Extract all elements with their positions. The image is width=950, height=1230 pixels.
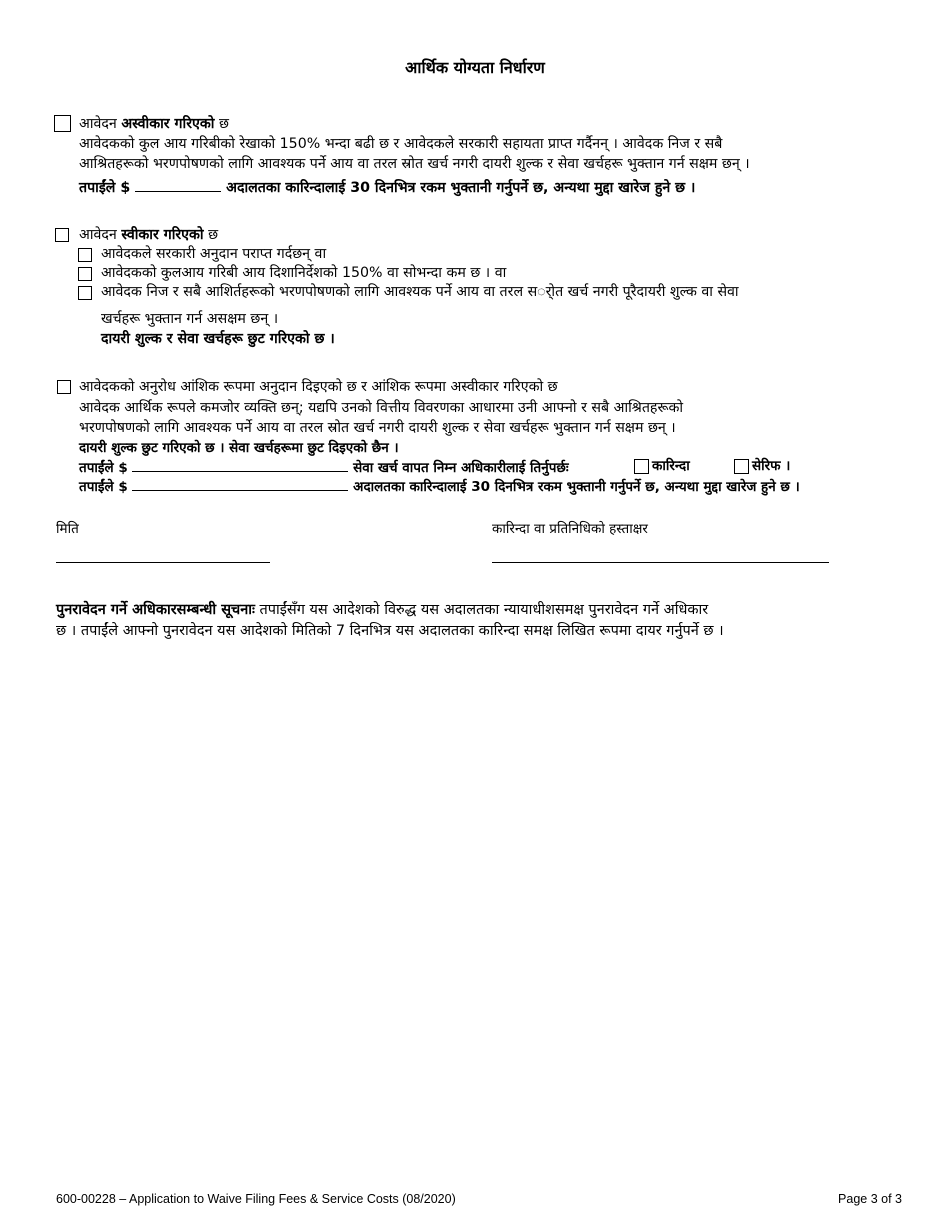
service-clerk-checkbox[interactable] — [634, 459, 649, 474]
denied-text-line1: आवेदकको कुल आय गरिबीको रेखाको 150% भन्दा बढी छ र आवेदकले सरकारी सहायता प्राप्त गर्दैनन् । आवेदक निज र सबै — [79, 136, 723, 152]
granted-option-1-label: आवेदकले सरकारी अनुदान पराप्त गर्दछन् वा — [101, 246, 327, 262]
service-sheriff-label: सेरिफ । — [752, 458, 791, 474]
date-line[interactable] — [56, 562, 270, 563]
granted-option-2-label: आवेदकको कुलआय गरिबी आय दिशानिर्देशको 150% वा सोभन्दा कम छ । वा — [101, 265, 507, 281]
partial-label: आवेदकको अनुरोध आंशिक रूपमा अनुदान दिइएको छ र आंशिक रूपमा अस्वीकार गरिएको छ — [79, 379, 558, 395]
partial-service-amount-field[interactable] — [132, 457, 348, 472]
date-label: मिति — [56, 521, 79, 537]
partial-conclusion: दायरी शुल्क छुट गरिएको छ । सेवा खर्चहरूमा छुट दिइएको छैन । — [79, 440, 399, 456]
partial-payment-line: तपाईंले $ अदालतका कारिन्दालाई 30 दिनभित्र रकम भुक्तानी गर्नुपर्ने छ, अन्यथा मुद्दा खारेज हुने छ । — [79, 476, 800, 497]
granted-conclusion: दायरी शुल्क र सेवा खर्चहरू छुट गरिएको छ । — [101, 331, 335, 347]
partial-pay-amount-field[interactable] — [132, 476, 348, 491]
partial-text-line2: भरणपोषणको लागि आवश्यक पर्ने आय वा तरल स्रोत खर्च नगरी दायरी शुल्क र सेवा खर्चहरू भुक्तान गर्न सक्षम छन् । — [79, 420, 676, 436]
denied-text-line2: आश्रितहरूको भरणपोषणको लागि आवश्यक पर्ने आय वा तरल स्रोत खर्च नगरी दायरी शुल्क र सेवा खर्चहरू भुक्तान गर्न सक्षम छन् । — [79, 156, 750, 172]
signature-label: कारिन्दा वा प्रतिनिधिको हस्ताक्षर — [492, 521, 648, 537]
denied-payment-line: तपाईंले $ अदालतका कारिन्दालाई 30 दिनभित्र रकम भुक्तानी गर्नुपर्ने छ, अन्यथा मुद्दा खारेज हुने छ । — [79, 177, 695, 198]
granted-option-2-checkbox[interactable] — [78, 267, 92, 281]
partial-service-line: तपाईंले $ सेवा खर्च वापत निम्न अधिकारीलाई तिर्नुपर्छः — [79, 457, 569, 478]
partial-checkbox[interactable] — [57, 380, 71, 394]
service-clerk-label: कारिन्दा — [652, 458, 690, 474]
denied-amount-field[interactable] — [135, 177, 221, 192]
appeal-notice-line2: छ । तपाईंले आफ्नो पुनरावेदन यस आदेशको मितिको 7 दिनभित्र यस अदालतका कारिन्दा समक्ष लिखित रूपमा दायर गर्नुपर्ने छ । — [56, 623, 724, 639]
footer-form-id: 600-00228 – Application to Waive Filing Fees & Service Costs (08/2020) — [56, 1192, 456, 1206]
partial-text-line1: आवेदक आर्थिक रूपले कमजोर व्यक्ति छन्; यद्यपि उनको वित्तीय विवरणका आधारमा उनी आफ्नो र सबै आश्रितहरूको — [79, 400, 684, 416]
denied-checkbox[interactable] — [54, 115, 71, 132]
service-sheriff-checkbox[interactable] — [734, 459, 749, 474]
granted-option-3-checkbox[interactable] — [78, 286, 92, 300]
denied-label: आवेदन अस्वीकार गरिएको छ — [79, 116, 229, 132]
granted-option-3-label: आवेदक निज र सबै आशिर्तहरूको भरणपोषणको लागि आवश्यक पर्ने आय वा तरल सर्ोत खर्च नगरी पूरैदायरी शुल्क वा सेवा — [101, 284, 739, 300]
footer-page-number: Page 3 of 3 — [838, 1192, 902, 1206]
granted-label: आवेदन स्वीकार गरिएको छ — [79, 227, 219, 243]
appeal-notice-line1: पुनरावेदन गर्ने अधिकारसम्बन्धी सूचनाः तपाईंसँग यस आदेशको विरुद्ध यस अदालतका न्यायाधीशसमक्ष पुनरावेदन गर्ने अधिकार — [56, 602, 709, 618]
granted-checkbox[interactable] — [55, 228, 69, 242]
granted-option-1-checkbox[interactable] — [78, 248, 92, 262]
page-title: आर्थिक योग्यता निर्धारण — [405, 58, 545, 77]
granted-option-3-continuation: खर्चहरू भुक्तान गर्न असक्षम छन् । — [101, 311, 279, 327]
appeal-heading: पुनरावेदन गर्ने अधिकारसम्बन्धी सूचनाः — [56, 602, 255, 618]
signature-line[interactable] — [492, 562, 829, 563]
